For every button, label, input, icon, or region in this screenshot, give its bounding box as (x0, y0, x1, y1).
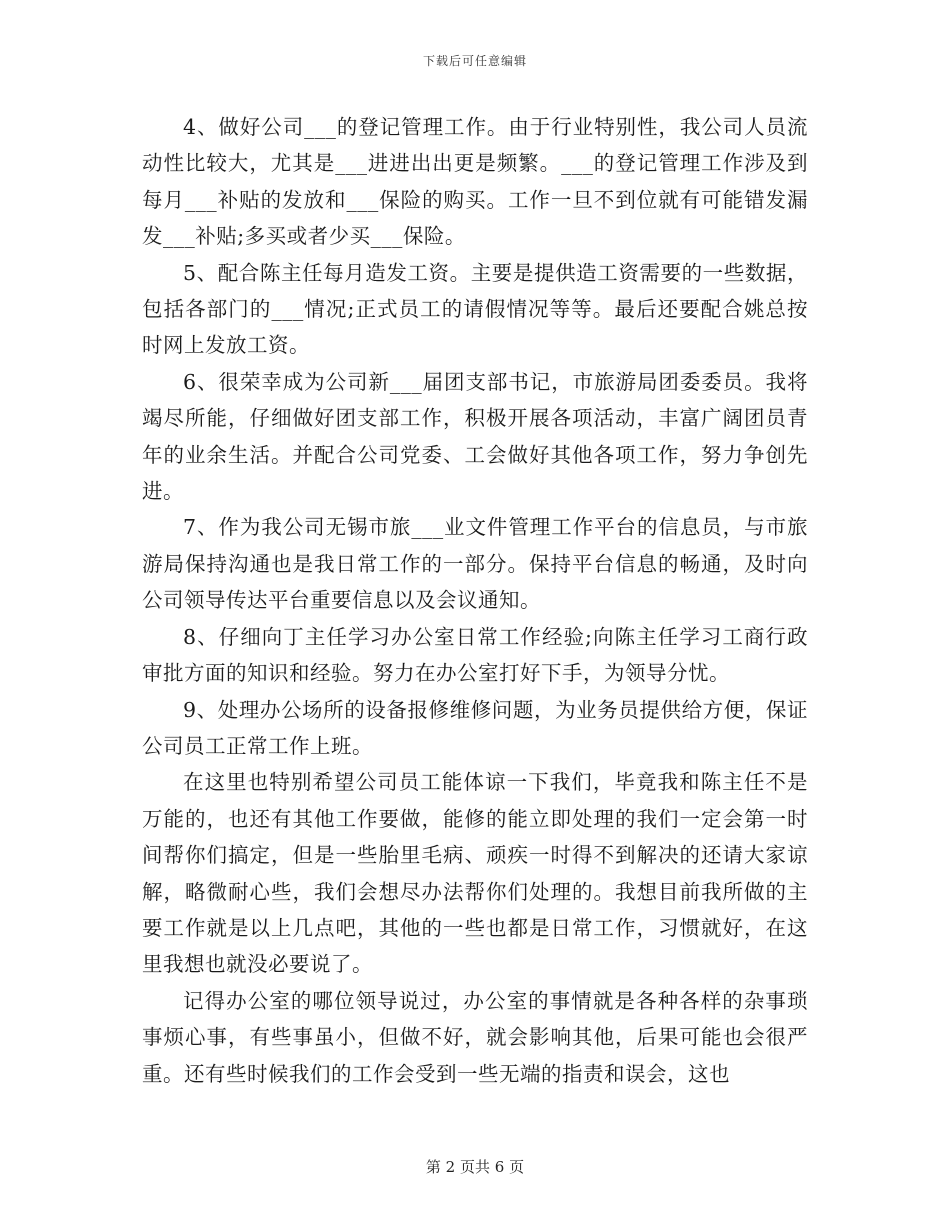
page-number: 第 2 页共 6 页 (425, 1158, 525, 1176)
paragraph-item-4: 4、做好公司___的登记管理工作。由于行业特别性，我公司人员流动性比较大，尤其是___进进出出更是频繁。___的登记管理工作涉及到每月___补贴的发放和___保险的购买。工作一旦不到位就有可能错发漏发___补贴;多买或者少买___保险。 (142, 115, 808, 249)
paragraph-request: 在这里也特别希望公司员工能体谅一下我们，毕竟我和陈主任不是万能的，也还有其他工作要做，能修的能立即处理的我们一定会第一时间帮你们搞定，但是一些胎里毛病、顽疾一时得不到解决的还请大家谅解，略微耐心些，我们会想尽办法帮你们处理的。我想目前我所做的主要工作就是以上几点吧，其他的一些也都是日常工作，习惯就好，在这里我想也就没必要说了。 (142, 770, 808, 977)
paragraph-item-5: 5、配合陈主任每月造发工资。主要是提供造工资需要的一些数据，包括各部门的___情况;正式员工的请假情况等等。最后还要配合姚总按时网上发放工资。 (142, 260, 808, 358)
paragraph-item-8: 8、仔细向丁主任学习办公室日常工作经验;向陈主任学习工商行政审批方面的知识和经验。努力在办公室打好下手，为领导分忧。 (142, 624, 808, 686)
paragraph-item-7: 7、作为我公司无锡市旅___业文件管理工作平台的信息员，与市旅游局保持沟通也是我日常工作的一部分。保持平台信息的畅通，及时向公司领导传达平台重要信息以及会议通知。 (142, 515, 808, 613)
paragraph-item-9: 9、处理办公场所的设备报修维修问题，为业务员提供给方便，保证公司员工正常工作上班。 (142, 697, 808, 758)
paragraph-item-6: 6、很荣幸成为公司新___届团支部书记，市旅游局团委委员。我将竭尽所能，仔细做好团支部工作，积极开展各项活动，丰富广阔团员青年的业余生活。并配合公司党委、工会做好其他各项工作，努力争创先进。 (142, 369, 808, 504)
paragraph-closing: 记得办公室的哪位领导说过，办公室的事情就是各种各样的杂事琐事烦心事，有些事虽小，但做不好，就会影响其他，后果可能也会很严重。还有些时候我们的工作会受到一些无端的指责和误会，这也 (142, 988, 808, 1086)
page-header-note: 下载后可任意编辑 (422, 54, 527, 68)
document-body (142, 109, 808, 1092)
